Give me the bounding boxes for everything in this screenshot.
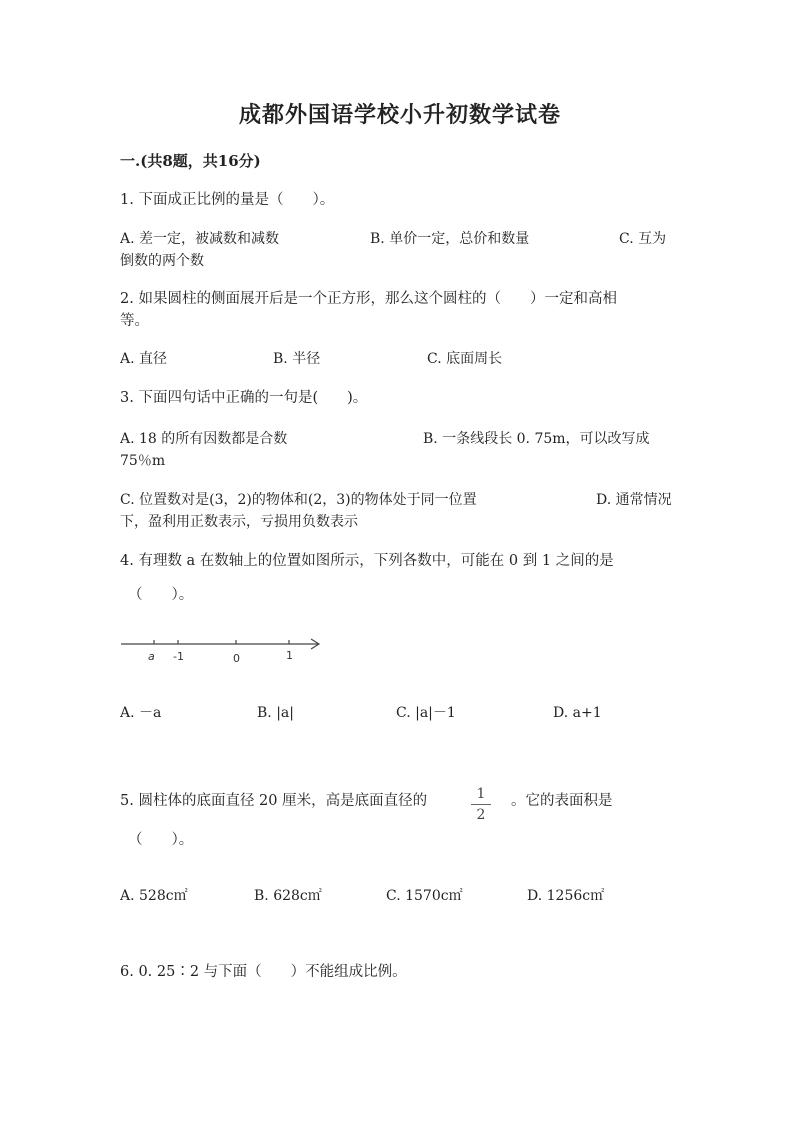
exam-title: 成都外国语学校小升初数学试卷 xyxy=(238,102,561,128)
q1-option-a: A. 差一定，被减数和减数 xyxy=(120,231,280,247)
q5-fraction xyxy=(471,786,491,823)
q2-stem: 2. 如果圆柱的侧面展开后是一个正方形，那么这个圆柱的（ ）一定和高相 xyxy=(120,291,617,307)
q2-option-b: B. 半径 xyxy=(273,351,321,367)
section-heading: 一.(共8题，共16分) xyxy=(120,152,261,170)
q5-stem-post: 。它的表面积是 xyxy=(511,793,613,809)
q3-option-d: D. 通常情况 xyxy=(596,492,672,508)
axis-label-neg1: -1 xyxy=(173,650,184,663)
q3-option-d-cont: 下，盈利用正数表示，亏损用负数表示 xyxy=(120,514,358,530)
q5-option-c: C. 1570c㎡ xyxy=(386,888,463,904)
q4-option-a: A. －a xyxy=(120,705,162,721)
number-line-diagram xyxy=(118,634,328,670)
q1-option-c-cont: 倒数的两个数 xyxy=(120,253,204,269)
fraction-numerator: 1 xyxy=(476,786,486,802)
q5-option-a: A. 528c㎡ xyxy=(120,888,188,904)
q4-option-c: C. |a|－1 xyxy=(396,705,456,721)
axis-label-a: a xyxy=(148,650,155,663)
q4-stem: 4. 有理数 a 在数轴上的位置如图所示，下列各数中，可能在 0 到 1 之间的是 xyxy=(120,553,614,569)
axis-label-0: 0 xyxy=(233,652,240,665)
q1-option-b: B. 单价一定，总价和数量 xyxy=(370,231,530,247)
fraction-denominator: 2 xyxy=(476,807,486,823)
q5-stem-cont: （ ）。 xyxy=(128,832,194,848)
q2-stem-cont: 等。 xyxy=(120,313,149,329)
axis-label-1: 1 xyxy=(286,649,293,662)
q4-option-d: D. a+1 xyxy=(553,705,602,721)
q4-option-b: B. |a| xyxy=(257,705,294,721)
q2-option-c: C. 底面周长 xyxy=(427,351,503,367)
q3-stem: 3. 下面四句话中正确的一句是( )。 xyxy=(120,390,368,406)
q5-stem: 5. 圆柱体的底面直径 20 厘米，高是底面直径的 xyxy=(120,793,428,809)
q3-option-b: B. 一条线段长 0. 75m，可以改写成 xyxy=(423,431,650,447)
q3-option-a: A. 18 的所有因数都是合数 xyxy=(120,431,288,447)
q5-option-d: D. 1256c㎡ xyxy=(527,888,605,904)
q1-option-c: C. 互为 xyxy=(619,231,667,247)
q3-option-b-cont: 75％m xyxy=(120,453,166,469)
q2-option-a: A. 直径 xyxy=(120,351,168,367)
q3-option-c: C. 位置数对是(3，2)的物体和(2，3)的物体处于同一位置 xyxy=(120,492,477,508)
fraction-bar xyxy=(471,804,491,805)
q4-stem-cont: （ ）。 xyxy=(128,587,194,603)
q1-stem: 1. 下面成正比例的量是（ ）。 xyxy=(120,192,335,208)
q5-option-b: B. 628c㎡ xyxy=(254,888,322,904)
q6-stem: 6. 0. 25∶2 与下面（ ）不能组成比例。 xyxy=(120,964,407,980)
